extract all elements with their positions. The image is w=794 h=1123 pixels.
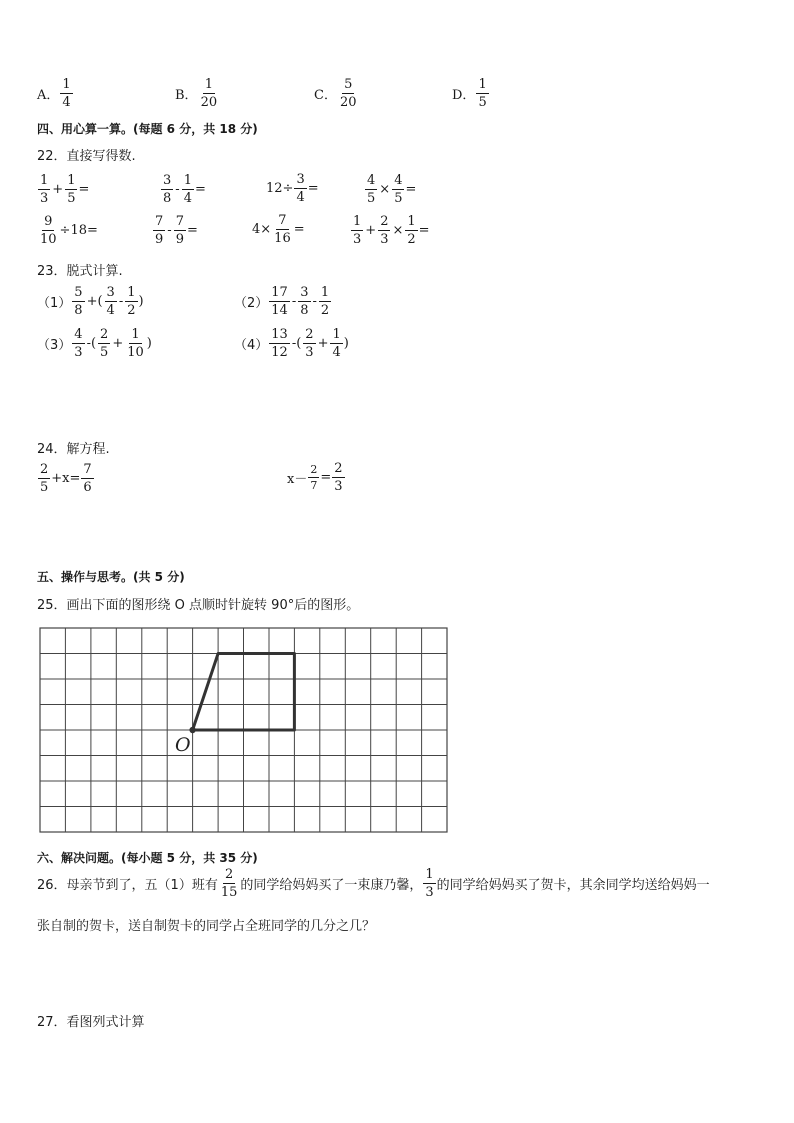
q22-item-1: $\frac{1}{3}$ + $\frac{1}{5}$ = (40, 173, 90, 206)
q24-equation-2: x－ $\frac{2}{7}$ = $\frac{2}{3}$ (287, 461, 343, 494)
q22-item-7: 4× $\frac{7}{16}$ = (252, 213, 305, 246)
choice-c: C． $\frac{5}{20}$ (314, 77, 357, 110)
q22-item-6: $\frac{7}{9}$ - $\frac{7}{9}$ = (155, 214, 198, 247)
q27-title: 27．看图列式计算 (37, 1015, 145, 1030)
rotation-grid-figure (38, 626, 450, 836)
section-5-title: 五、操作与思考。(共 5 分) (37, 570, 185, 584)
q23-title: 23．脱式计算. (37, 264, 123, 279)
q22-item-4: $\frac{4}{5}$ × $\frac{4}{5}$ = (367, 173, 417, 206)
q26-line-2: 张自制的贺卡，送自制贺卡的同学占全班同学的几分之几？ (37, 919, 376, 934)
q22-item-2: $\frac{3}{8}$ - $\frac{1}{4}$ = (163, 173, 206, 206)
point-o-label: O (175, 734, 191, 756)
q22-item-8: $\frac{1}{3}$ + $\frac{2}{3}$ × $\frac{1}{2}$ = (353, 214, 430, 247)
point-o-dot (189, 727, 195, 733)
q25-title: 25．画出下面的图形绕 O 点顺时针旋转 90°后的图形。 (37, 598, 360, 613)
q26-line-1: 26．母亲节到了，五（1）班有 $\frac{2}{15}$ 的同学给妈妈买了一束康乃馨， $\frac{1}{3}$ 的同学给妈妈买了贺卡，其余同学均送给妈妈一 (37, 867, 710, 900)
q24-equation-1: $\frac{2}{5}$ +x= $\frac{7}{6}$ (40, 462, 92, 495)
choice-d: D． $\frac{1}{5}$ (452, 77, 487, 110)
q24-title: 24．解方程. (37, 442, 110, 457)
q22-item-3: 12÷ $\frac{3}{4}$ = (266, 172, 319, 205)
q23-item-3: （3） $\frac{4}{3}$ -( $\frac{2}{5}$ + $\frac{1}{10}$ ) (37, 327, 152, 360)
choice-b: B． $\frac{1}{20}$ (175, 77, 218, 110)
section-4-title: 四、用心算一算。(每题 6 分，共 18 分) (37, 122, 258, 136)
q23-item-4: （4） $\frac{13}{12}$ -( $\frac{2}{3}$ + $\frac{1}{4}$ ) (234, 327, 349, 360)
section-6-title: 六、解决问题。(每小题 5 分，共 35 分) (37, 851, 258, 865)
q23-item-2: （2） $\frac{17}{14}$ - $\frac{3}{8}$ - $\frac{1}{2}$ (234, 285, 330, 318)
q22-title: 22．直接写得数. (37, 149, 136, 164)
q22-item-5: $\frac{9}{10}$ ÷18= (40, 214, 98, 247)
q23-item-1: （1） $\frac{5}{8}$ +( $\frac{3}{4}$ - $\frac{1}{2}$ ) (37, 285, 144, 318)
choice-a: A． $\frac{1}{4}$ (37, 77, 71, 110)
